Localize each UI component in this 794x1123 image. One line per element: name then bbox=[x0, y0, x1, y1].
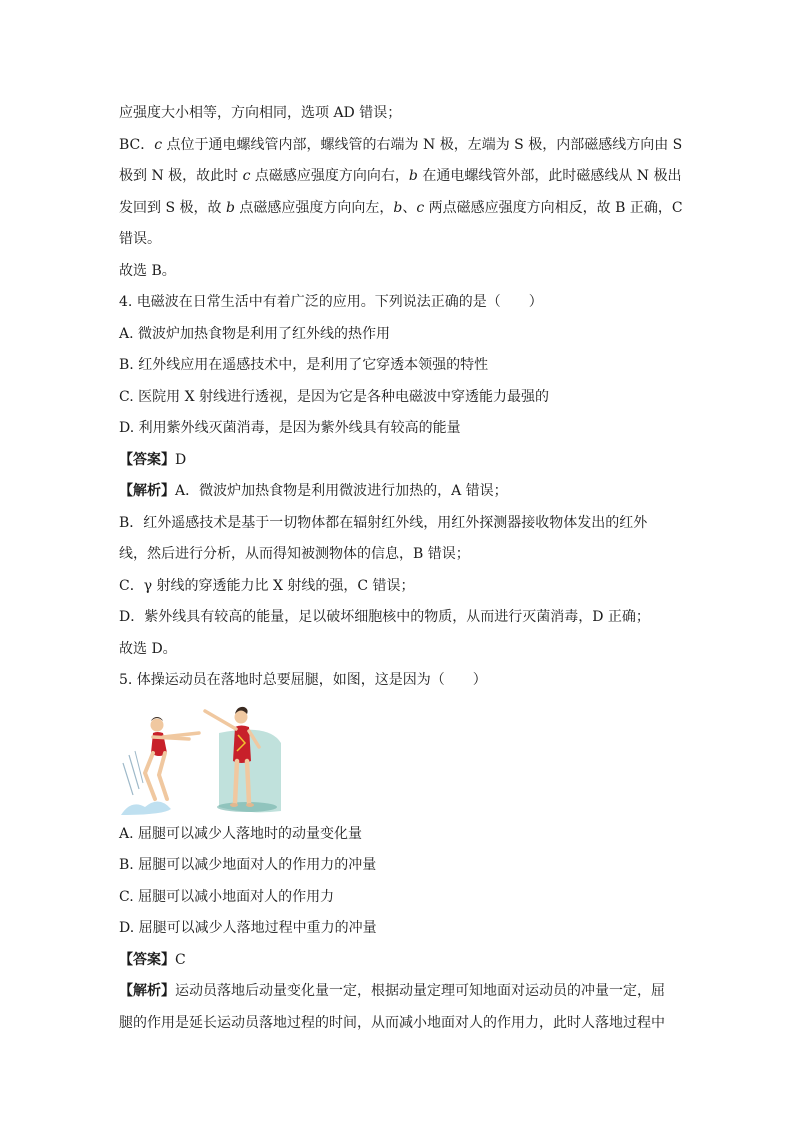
text-run: 在通电螺线管外部，此时磁感线从 N 极出 bbox=[417, 168, 682, 184]
q4-option-c: C. 医院用 X 射线进行透视，是因为它是各种电磁波中穿透能力最强的 bbox=[119, 388, 549, 405]
q4-answer bbox=[119, 445, 679, 477]
q4-option-d: D. 利用紫外线灭菌消毒，是因为紫外线具有较高的能量 bbox=[119, 420, 461, 436]
q5-option-a: A. 屈腿可以减少人落地时的动量变化量 bbox=[119, 825, 363, 842]
document-page bbox=[119, 98, 683, 1039]
q3-conclusion: 故选 B。 bbox=[119, 262, 176, 279]
analysis-tag: 【解析】 bbox=[119, 983, 175, 999]
q4-option-a: A. 微波炉加热食物是利用了红外线的热作用 bbox=[119, 325, 391, 342]
q5-stem: 5. 体操运动员在落地时总要屈腿，如图，这是因为（ ） bbox=[119, 672, 487, 688]
answer-value: C bbox=[175, 951, 186, 968]
text-run: 两点磁感应强度方向相反，故 B 正确，C bbox=[424, 199, 683, 216]
q3-explanation-line-2 bbox=[119, 130, 683, 162]
q3-explanation-line-3 bbox=[119, 161, 682, 193]
q5-analysis-2: 腿的作用是延长运动员落地过程的时间，从而减小地面对人的作用力，此时人落地过程中 bbox=[119, 1014, 665, 1031]
text-run: BC． bbox=[119, 136, 155, 153]
text-run: 、 bbox=[402, 199, 417, 216]
answer-tag: 【答案】 bbox=[119, 451, 175, 468]
q3-explanation-line-4 bbox=[119, 193, 683, 225]
text-run: 运动员落地后动量变化量一定，根据动量定理可知地面对运动员的冲量一定，屈 bbox=[175, 983, 665, 999]
text-run: 点磁感应强度方向向左， bbox=[234, 199, 394, 216]
q4-analysis-1 bbox=[119, 476, 679, 508]
answer-tag: 【答案】 bbox=[119, 951, 175, 968]
text-run: A．微波炉加热食物是利用微波进行加热的，A 错误； bbox=[175, 483, 508, 499]
gymnast-figure-svg bbox=[119, 703, 281, 815]
q4-analysis-3: 线，然后进行分析，从而得知被测物体的信息，B 错误； bbox=[119, 546, 470, 562]
q4-analysis-2: B．红外遥感技术是基于一切物体都在辐射红外线，用红外探测器接收物体发出的红外 bbox=[119, 514, 648, 531]
q5-analysis-1 bbox=[119, 976, 679, 1008]
q5-answer bbox=[119, 945, 679, 977]
q4-conclusion: 故选 D。 bbox=[119, 640, 177, 657]
q3-explanation-line-1: 应强度大小相等，方向相同，选项 AD 错误； bbox=[119, 105, 402, 121]
q4-analysis-4: C．γ 射线的穿透能力比 X 射线的强，C 错误； bbox=[119, 577, 415, 594]
var-b: b bbox=[408, 168, 418, 184]
var-b: b bbox=[393, 199, 403, 216]
q5-option-b: B. 屈腿可以减少地面对人的作用力的冲量 bbox=[119, 857, 377, 873]
text-run: 发回到 S 极，故 bbox=[119, 199, 226, 216]
q5-option-c: C. 屈腿可以减小地面对人的作用力 bbox=[119, 888, 335, 905]
answer-value: D bbox=[175, 451, 187, 468]
text-run: 极到 N 极，故此时 bbox=[119, 168, 243, 184]
text-run: 点磁感应强度方向向右， bbox=[250, 168, 409, 184]
q4-stem: 4. 电磁波在日常生活中有着广泛的应用。下列说法正确的是（ ） bbox=[119, 294, 543, 310]
q5-option-d: D. 屈腿可以减少人落地过程中重力的冲量 bbox=[119, 920, 377, 936]
text-run: 点位于通电螺线管内部，螺线管的右端为 N 极，左端为 S 极，内部磁感线方向由 S bbox=[162, 136, 683, 153]
q4-option-b: B. 红外线应用在遥感技术中，是利用了它穿透本领强的特性 bbox=[119, 357, 489, 373]
var-c: c bbox=[154, 136, 163, 153]
analysis-tag: 【解析】 bbox=[119, 483, 175, 499]
gymnast-landing-illustration bbox=[119, 703, 281, 815]
var-b: b bbox=[225, 199, 235, 216]
q4-analysis-5: D．紫外线具有较高的能量，足以破坏细胞核中的物质，从而进行灭菌消毒，D 正确； bbox=[119, 609, 650, 625]
q3-explanation-line-5: 错误。 bbox=[119, 231, 161, 247]
var-c: c bbox=[416, 199, 425, 216]
var-c: c bbox=[242, 168, 251, 184]
